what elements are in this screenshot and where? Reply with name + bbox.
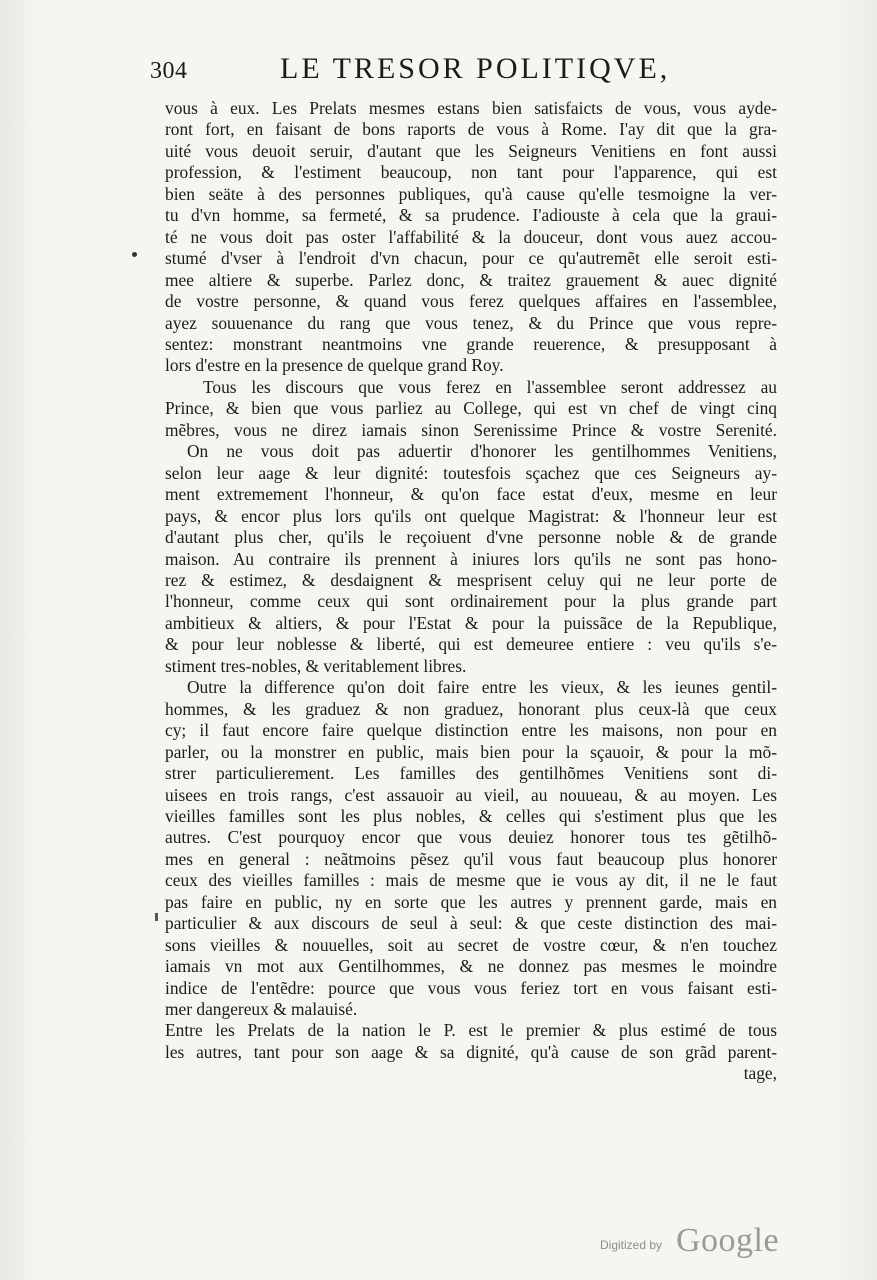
text-line: ambitieux & altiers, & pour l'Estat & pour la puissãce de la Republique,	[165, 612, 777, 633]
text-line: tu d'vn homme, sa fermeté, & sa prudence. I'adiouste à cela que la graui-	[165, 205, 777, 226]
text-line: de vostre personne, & quand vous ferez quelques affaires en l'assemblee,	[165, 291, 777, 312]
text-line: parler, ou la monstrer en public, mais bien pour la sçauoir, & pour la mõ-	[165, 741, 777, 762]
text-line: les autres, tant pour son aage & sa dignité, qu'à cause de son grãd parent-	[165, 1041, 777, 1062]
text-line: hommes, & les graduez & non graduez, honorant plus ceux-là que ceux	[165, 698, 777, 719]
text-line: ayez souuenance du rang que vous tenez, & du Prince que vous repre-	[165, 312, 777, 333]
text-line: stiment tres-nobles, & veritablement libres.	[165, 655, 467, 676]
text-line: ment extremement l'honneur, & qu'on face estat d'eux, mesme en leur	[165, 484, 777, 505]
text-line: iamais vn mot aux Gentilhommes, & ne donnez pas mesmes le moindre	[165, 956, 777, 977]
text-line: particulier & aux discours de seul à seul: & que ceste distinction des mai-	[165, 913, 777, 934]
text-line: mes en general : neãtmoins pẽsez qu'il vous faut beaucoup plus honorer	[165, 848, 777, 869]
text-line: Prince, & bien que vous parliez au College, qui est vn chef de vingt cinq	[165, 398, 777, 419]
text-line: stumé d'vser à l'endroit d'vn chacun, pour ce qu'autremẽt elle seroit esti-	[165, 248, 777, 269]
text-line: té ne vous doit pas oster l'affabilité & la douceur, dont vous auez accou-	[165, 226, 777, 247]
text-line: pays, & encor plus lors qu'ils ont quelque Magistrat: & l'honneur leur est	[165, 505, 777, 526]
text-line: autres. C'est pourquoy encor que vous deuiez honorer tous tes gẽtilhõ-	[165, 827, 777, 848]
paragraph-start-line: Entre les Prelats de la nation le P. est le premier & plus estimé de tous	[165, 1020, 777, 1041]
text-line: uisees en trois rangs, c'est assauoir au vieil, au nouueau, & au moyen. Les	[165, 784, 777, 805]
text-line: l'honneur, comme ceux qui sont ordinairement pour la plus grande part	[165, 591, 777, 612]
text-line: d'autant plus cher, qu'ils le reçoiuent d'vne personne noble & de grande	[165, 527, 777, 548]
page-header	[150, 52, 770, 92]
text-line: indice de l'entẽdre: pource que vous vous feriez tort en vous faisant esti-	[165, 977, 777, 998]
digitized-watermark	[600, 1222, 800, 1262]
paragraph-start-line: On ne vous doit pas aduertir d'honorer les gentilhommes Venitiens,	[187, 441, 777, 462]
text-line: & pour leur noblesse & liberté, qui est demeuree entiere : veu qu'ils s'e-	[165, 634, 777, 655]
text-line: mẽbres, vous ne direz iamais sinon Serenissime Prince & vostre Serenité.	[165, 419, 777, 440]
text-line: sons vieilles & nouuelles, soit au secret de vostre cœur, & n'en touchez	[165, 934, 777, 955]
page-number: 304	[150, 58, 188, 84]
margin-dot-mark	[132, 252, 137, 257]
text-line: uité vous deuoit seruir, d'autant que les Seigneurs Venitiens en font aussi	[165, 140, 777, 161]
text-line: cy; il faut encore faire quelque distinction entre les maisons, non pour en	[165, 720, 777, 741]
body-text	[165, 98, 777, 1085]
text-line: vous à eux. Les Prelats mesmes estans bien satisfaicts de vous, vous ayde-	[165, 98, 777, 118]
google-logo: Google	[676, 1222, 780, 1259]
text-line: sentez: monstrant neantmoins vne grande reuerence, & presupposant à	[165, 333, 777, 354]
text-line: vieilles familles sont les plus nobles, & celles qui s'estiment plus que les	[165, 805, 777, 826]
margin-tick-mark	[155, 913, 158, 921]
running-head: LE TRESOR POLITIQVE,	[280, 52, 671, 85]
text-line: selon leur aage & leur dignité: toutesfois sçachez que ces Seigneurs ay-	[165, 462, 777, 483]
text-line: lors d'estre en la presence de quelque grand Roy.	[165, 355, 504, 376]
text-line: ceux des vieilles familles : mais de mesme que ie vous ay dit, il ne le faut	[165, 870, 777, 891]
watermark-prefix: Digitized by	[600, 1238, 663, 1252]
text-line: ront fort, en faisant de bons raports de vous à Rome. I'ay dit que la gra-	[165, 119, 777, 140]
text-line: maison. Au contraire ils prennent à iniures lors qu'ils ne sont pas hono-	[165, 548, 777, 569]
paragraph-start-line: Tous les discours que vous ferez en l'assemblee seront addressez au	[203, 376, 777, 397]
catchword: tage,	[743, 1063, 777, 1084]
text-line: pas faire en public, ny en sorte que les autres y prennent garde, mais en	[165, 891, 777, 912]
text-line: bien seäte à des personnes publiques, qu'à cause qu'elle tesmoigne la ver-	[165, 183, 777, 204]
text-line: mee altiere & superbe. Parlez donc, & traitez grauement & auec dignité	[165, 269, 777, 290]
text-line: mer dangereux & malauisé.	[165, 999, 358, 1020]
text-line: profession, & l'estiment beaucoup, non tant pour l'apparence, qui est	[165, 162, 777, 183]
paragraph-start-line: Outre la difference qu'on doit faire entre les vieux, & les ieunes gentil-	[187, 677, 777, 698]
text-line: strer particulierement. Les familles des gentilhõmes Venitiens sont di-	[165, 763, 777, 784]
text-line: rez & estimez, & desdaignent & mesprisent celuy qui ne leur porte de	[165, 569, 777, 590]
